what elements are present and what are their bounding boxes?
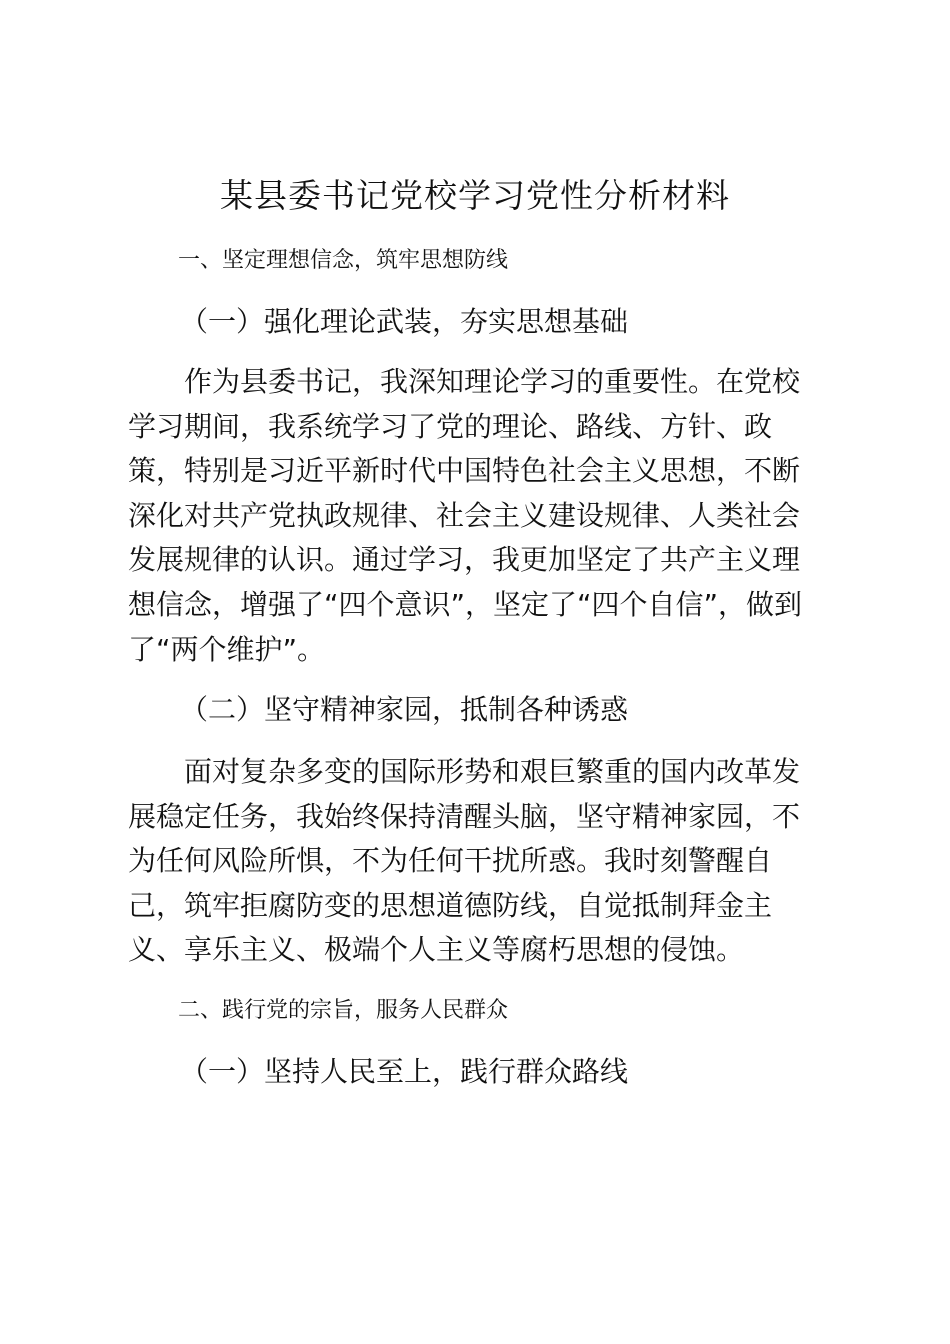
document-title: 某县委书记党校学习党性分析材料 [220, 176, 730, 215]
section-heading-2: 二、践行党的宗旨，服务人民群众 [178, 998, 509, 1023]
subsection-heading-1-1: （一）强化理论武装，夯实思想基础 [180, 305, 629, 338]
paragraph-line: 深化对共产党执政规律、社会主义建设规律、人类社会 [128, 498, 801, 532]
paragraph-line: 学习期间，我系统学习了党的理论、路线、方针、政 [128, 409, 773, 443]
paragraph-line: 作为县委书记，我深知理论学习的重要性。在党校 [128, 365, 801, 398]
paragraph-line: 面对复杂多变的国际形势和艰巨繁重的国内改革发 [128, 755, 801, 788]
paragraph-line: 策，特别是习近平新时代中国特色社会主义思想，不断 [128, 454, 801, 488]
paragraph-line: 己，筑牢拒腐防变的思想道德防线，自觉抵制拜金主 [128, 888, 773, 922]
paragraph-line: 想信念，增强了“四个意识”，坚定了“四个自信”，做到 [128, 587, 803, 621]
paragraph-line: 了“两个维护”。 [128, 632, 326, 666]
paragraph-line: 义、享乐主义、极端个人主义等腐朽思想的侵蚀。 [128, 933, 745, 967]
subsection-heading-2-1: （一）坚持人民至上，践行群众路线 [180, 1055, 629, 1088]
paragraph-line: 为任何风险所惧，不为任何干扰所惑。我时刻警醒自 [128, 844, 773, 878]
subsection-heading-1-2: （二）坚守精神家园，抵制各种诱惑 [180, 693, 629, 726]
paragraph-line: 展稳定任务，我始终保持清醒头脑，坚守精神家园，不 [128, 799, 801, 833]
paragraph-line: 发展规律的认识。通过学习，我更加坚定了共产主义理 [128, 543, 801, 577]
section-heading-1: 一、坚定理想信念，筑牢思想防线 [178, 248, 509, 273]
paragraph-1-1 [128, 360, 838, 672]
paragraph-1-2 [128, 750, 838, 973]
